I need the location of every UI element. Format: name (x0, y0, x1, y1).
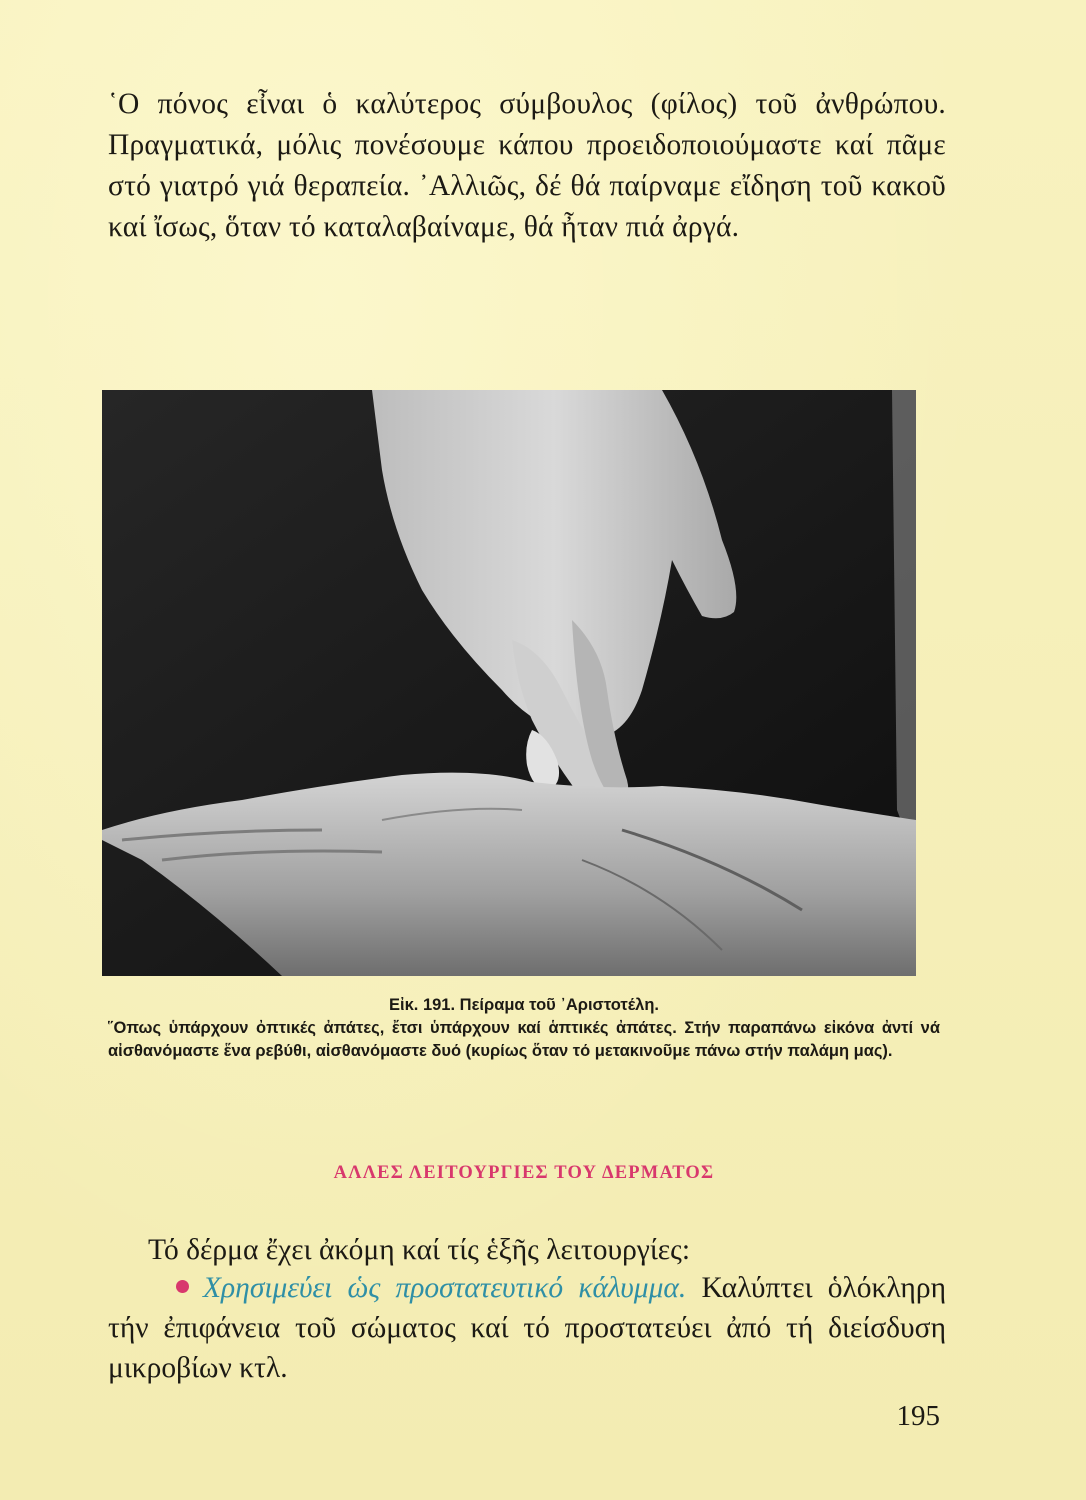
body-intro-text: Τό δέρμα ἔχει ἀκόμη καί τίς ἑξῆς λειτουργίες: (148, 1234, 691, 1266)
bullet-dot-icon (176, 1280, 189, 1293)
section-heading: ΑΛΛΕΣ ΛΕΙΤΟΥΡΓΙΕΣ ΤΟΥ ΔΕΡΜΑΤΟΣ (333, 1163, 715, 1183)
figure-caption (108, 994, 940, 1063)
page-number: 195 (896, 1400, 940, 1432)
caption-text: ῞Οπως ὑπάρχουν ὀπτικές ἀπάτες, ἔτσι ὑπάρχουν καί ἁπτικές ἀπάτες. Στήν παραπάνω εἰκόνα ἀντί νά αἰσθανόμαστε ἕνα ρεβύθι, αἰσθανόμαστε δυό (κυρίως ὅταν τό μετακινοῦμε πάνω στήν παλάμη μας). (108, 1019, 940, 1060)
figure-photo (102, 390, 916, 976)
intro-paragraph: ῾Ο πόνος εἶναι ὁ καλύτερος σύμβουλος (φίλος) τοῦ ἀνθρώπου. Πραγματικά, μόλις πονέσουμε κάπου προειδοποιούμαστε καί πᾶμε στό γιατρό γιά θεραπεία. ᾿Αλλιῶς, δέ θά παίρναμε εἴδηση τοῦ κακοῦ καί ἴσως, ὅταν τό καταλαβαίναμε, θά ἦταν πιά ἀργά. (108, 88, 946, 243)
bullet-text: Καλύπτει ὁλόκληρη τήν ἐπιφάνεια τοῦ σώματος καί τό προστατεύει ἀπό τή διείσδυση μικροβίων κτλ. (108, 1272, 947, 1384)
bullet-heading: Χρησιμεύει ὡς προστατευτικό κάλυμμα. (203, 1272, 687, 1304)
bullet-item (108, 1268, 946, 1388)
caption-title: Εἰκ. 191. Πείραμα τοῦ ᾿Αριστοτέλη. (389, 996, 659, 1014)
body-intro (108, 1230, 946, 1271)
hand-photo-illustration (102, 390, 916, 976)
